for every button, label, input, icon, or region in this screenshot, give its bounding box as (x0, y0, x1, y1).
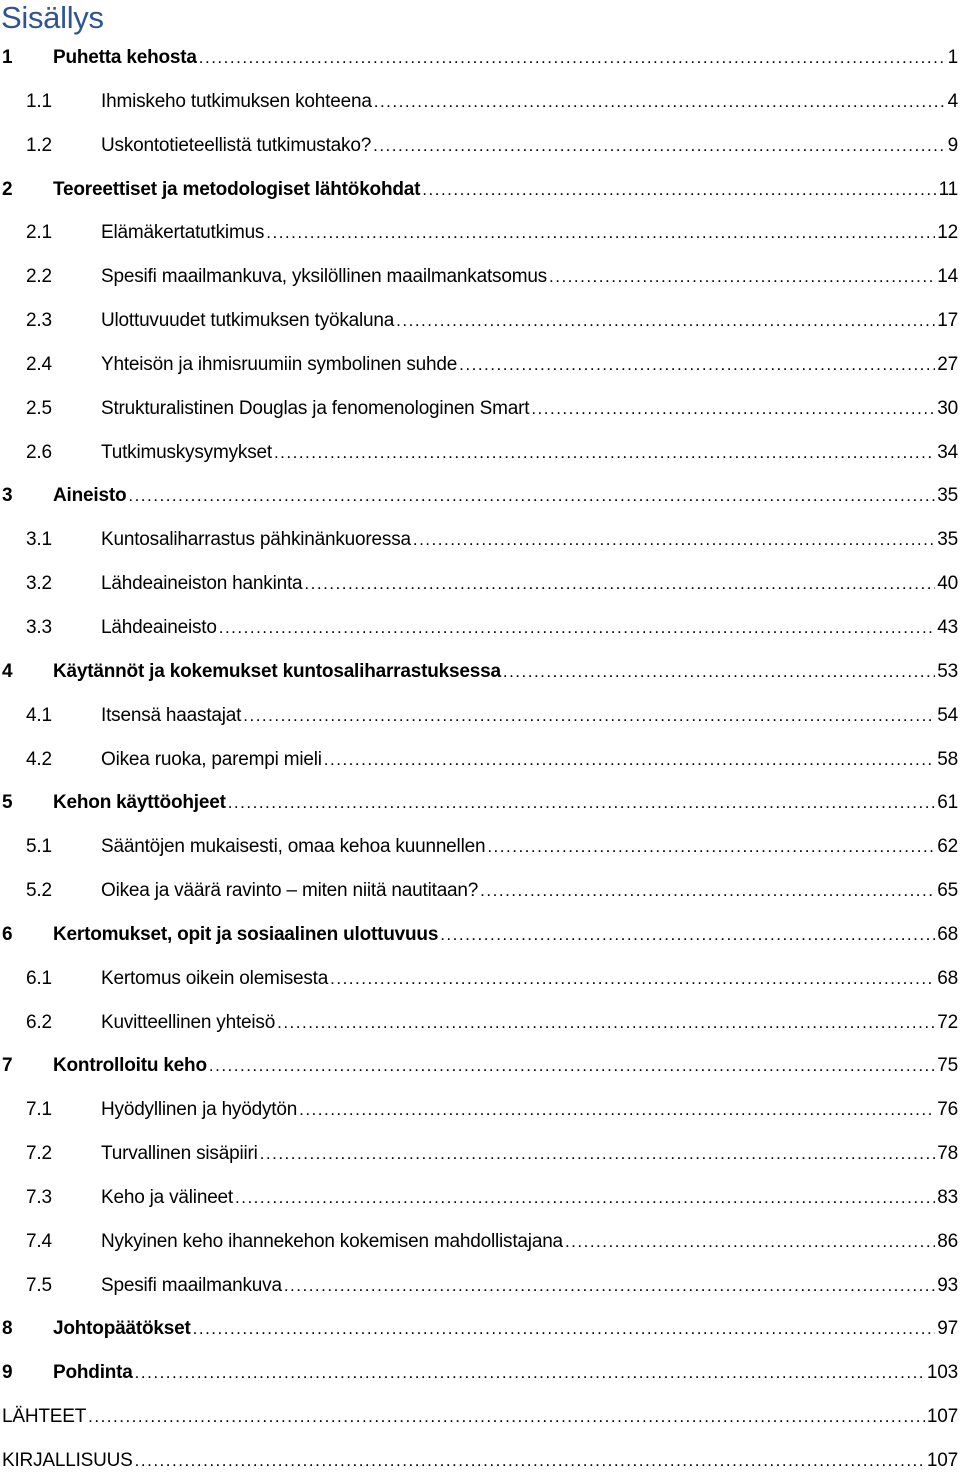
toc-entry-number: 4 (2, 660, 13, 682)
toc-entry[interactable] (0, 694, 958, 738)
toc-entry-page: 4 (947, 90, 958, 112)
toc-entry-page: 68 (937, 923, 958, 945)
toc-entry-number: 3.1 (26, 529, 52, 551)
toc-entry-title: LÄHTEET (2, 1406, 87, 1428)
toc-entry-title: Uskontotieteellistä tutkimustako? (101, 134, 372, 156)
toc-dot-leader (396, 299, 935, 343)
toc-dot-leader (135, 1351, 925, 1395)
toc-entry-title: Hyödyllinen ja hyödytön (101, 1099, 298, 1121)
toc-entry-title: Itsensä haastajat (101, 704, 242, 726)
toc-entry[interactable] (0, 1351, 958, 1395)
toc-entry[interactable] (0, 431, 958, 475)
toc-dot-leader (304, 562, 935, 606)
toc-dot-leader (373, 124, 946, 168)
toc-entry-number: 1 (2, 47, 13, 68)
toc-entry-number: 7.1 (26, 1099, 52, 1121)
toc-dot-leader (330, 957, 935, 1001)
toc-entry-number: 3.2 (26, 573, 52, 595)
toc-dot-leader (135, 1439, 925, 1483)
toc-dot-leader (274, 431, 935, 475)
toc-entry[interactable] (0, 957, 958, 1001)
toc-entry-title: Turvallinen sisäpiiri (101, 1143, 258, 1165)
toc-entry[interactable] (0, 562, 958, 606)
toc-entry-title: Nykyinen keho ihannekehon kokemisen mahdollistajana (101, 1230, 563, 1252)
toc-entry[interactable] (0, 299, 958, 343)
toc-entry[interactable] (0, 474, 958, 518)
toc-entry-title: Strukturalistinen Douglas ja fenomenologinen Smart (101, 397, 530, 419)
toc-dot-leader (228, 781, 936, 825)
toc-entry[interactable] (0, 738, 958, 782)
toc-entry[interactable] (0, 518, 958, 562)
toc-entry[interactable] (0, 781, 958, 825)
toc-entry-page: 78 (937, 1143, 958, 1165)
toc-entry[interactable] (0, 80, 958, 124)
toc-entry-number: 6 (2, 923, 13, 945)
table-of-contents (0, 36, 958, 1483)
toc-entry-page: 107 (926, 1450, 958, 1471)
toc-entry-title: Keho ja välineet (101, 1186, 234, 1208)
toc-entry[interactable] (0, 1044, 958, 1088)
toc-entry-page: 103 (926, 1362, 958, 1384)
toc-dot-leader (193, 1307, 936, 1351)
toc-entry-page: 1 (947, 47, 958, 68)
toc-entry[interactable] (0, 913, 958, 957)
toc-entry-title: Aineisto (53, 485, 127, 507)
toc-entry-number: 2.1 (26, 222, 52, 244)
toc-entry-title: Tutkimuskysymykset (101, 441, 272, 463)
toc-dot-leader (266, 211, 935, 255)
toc-entry-title: Oikea ruoka, parempi mieli (101, 748, 322, 770)
toc-entry-page: 72 (937, 1011, 958, 1033)
toc-entry-page: 86 (937, 1230, 958, 1252)
toc-entry[interactable] (0, 168, 958, 212)
toc-dot-leader (459, 343, 935, 387)
toc-entry-number: 2.5 (26, 397, 52, 419)
toc-dot-leader (413, 518, 935, 562)
toc-dot-leader (88, 1395, 925, 1439)
toc-entry[interactable] (0, 387, 958, 431)
toc-entry-number: 7.5 (26, 1274, 52, 1296)
toc-entry-number: 5 (2, 792, 13, 814)
toc-entry-title: Pohdinta (53, 1362, 133, 1384)
page-title: Sisällys (1, 0, 104, 35)
toc-dot-leader (487, 825, 935, 869)
toc-entry-page: 93 (937, 1274, 958, 1296)
toc-entry-page: 9 (947, 134, 958, 156)
toc-entry-number: 7 (2, 1055, 13, 1077)
toc-dot-leader (277, 1001, 935, 1045)
toc-dot-leader (549, 255, 935, 299)
toc-entry-page: 43 (937, 616, 958, 638)
toc-entry-page: 54 (937, 704, 958, 726)
toc-entry[interactable] (0, 1264, 958, 1308)
toc-entry[interactable] (0, 124, 958, 168)
toc-entry[interactable] (0, 869, 958, 913)
toc-entry-number: 2.6 (26, 441, 52, 463)
toc-dot-leader (422, 168, 936, 212)
toc-entry[interactable] (0, 1439, 958, 1483)
toc-dot-leader (299, 1088, 935, 1132)
toc-entry-number: 5.1 (26, 836, 52, 858)
toc-dot-leader (235, 1176, 935, 1220)
toc-entry-number: 6.1 (26, 967, 52, 989)
toc-entry-number: 5.2 (26, 880, 52, 902)
toc-entry-title: Kertomus oikein olemisesta (101, 967, 329, 989)
toc-entry-page: 65 (937, 880, 958, 902)
toc-entry-page: 17 (937, 310, 958, 332)
toc-dot-leader (440, 913, 935, 957)
toc-entry-page: 35 (937, 529, 958, 551)
toc-entry[interactable] (0, 1220, 958, 1264)
toc-entry-number: 2 (2, 178, 13, 200)
toc-entry-page: 107 (926, 1406, 958, 1428)
toc-entry-number: 3.3 (26, 616, 52, 638)
toc-dot-leader (199, 36, 946, 80)
toc-entry-title: Lähdeaineisto (101, 616, 217, 638)
toc-entry[interactable] (0, 650, 958, 694)
toc-entry-number: 7.3 (26, 1186, 52, 1208)
toc-entry-title: Johtopäätökset (53, 1318, 191, 1340)
toc-entry-title: Kertomukset, opit ja sosiaalinen ulottuvuus (53, 923, 439, 945)
toc-entry[interactable] (0, 1176, 958, 1220)
toc-entry[interactable] (0, 1132, 958, 1176)
toc-entry-page: 35 (937, 485, 958, 507)
toc-entry-page: 83 (937, 1186, 958, 1208)
toc-entry-title: Teoreettiset ja metodologiset lähtökohdat (53, 178, 421, 200)
toc-entry-title: Lähdeaineiston hankinta (101, 573, 303, 595)
toc-dot-leader (209, 1044, 935, 1088)
toc-entry[interactable] (0, 36, 958, 80)
toc-entry-title: KIRJALLISUUS (2, 1450, 133, 1471)
toc-dot-leader (531, 387, 935, 431)
toc-entry-page: 34 (937, 441, 958, 463)
toc-entry-page: 11 (938, 178, 958, 200)
toc-entry-number: 8 (2, 1318, 13, 1340)
toc-dot-leader (374, 80, 946, 124)
toc-entry-number: 6.2 (26, 1011, 52, 1033)
toc-entry-page: 76 (937, 1099, 958, 1121)
toc-entry-page: 12 (937, 222, 958, 244)
toc-entry-title: Puhetta kehosta (53, 47, 197, 68)
toc-entry-page: 68 (937, 967, 958, 989)
toc-entry[interactable] (0, 255, 958, 299)
toc-dot-leader (503, 650, 935, 694)
toc-entry-page: 27 (937, 353, 958, 375)
toc-entry-title: Sääntöjen mukaisesti, omaa kehoa kuunnellen (101, 836, 486, 858)
toc-entry-page: 62 (937, 836, 958, 858)
toc-entry-number: 4.1 (26, 704, 52, 726)
toc-dot-leader (243, 694, 935, 738)
toc-entry[interactable] (0, 606, 958, 650)
toc-dot-leader (128, 474, 935, 518)
toc-dot-leader (260, 1132, 936, 1176)
toc-dot-leader (565, 1220, 935, 1264)
toc-entry-number: 7.4 (26, 1230, 52, 1252)
toc-entry-page: 40 (937, 573, 958, 595)
toc-entry-title: Kuvitteellinen yhteisö (101, 1011, 276, 1033)
toc-entry[interactable] (0, 1307, 958, 1351)
toc-entry-number: 2.2 (26, 266, 52, 288)
toc-entry[interactable] (0, 1088, 958, 1132)
toc-entry-page: 14 (937, 266, 958, 288)
toc-entry[interactable] (0, 825, 958, 869)
toc-entry-number: 4.2 (26, 748, 52, 770)
toc-entry[interactable] (0, 343, 958, 387)
toc-entry-title: Kehon käyttöohjeet (53, 792, 226, 814)
toc-entry-title: Yhteisön ja ihmisruumiin symbolinen suhde (101, 353, 458, 375)
toc-entry-page: 97 (937, 1318, 958, 1340)
toc-entry-page: 75 (937, 1055, 958, 1077)
toc-entry-page: 61 (937, 792, 958, 814)
toc-entry-number: 1.1 (26, 90, 52, 112)
toc-entry[interactable] (0, 211, 958, 255)
toc-entry-title: Ihmiskeho tutkimuksen kohteena (101, 90, 372, 112)
toc-entry-title: Ulottuvuudet tutkimuksen työkaluna (101, 310, 395, 332)
toc-entry-title: Spesifi maailmankuva, yksilöllinen maailmankatsomus (101, 266, 547, 288)
toc-entry-page: 30 (937, 397, 958, 419)
toc-entry-number: 2.3 (26, 310, 52, 332)
toc-dot-leader (284, 1264, 935, 1308)
toc-entry-number: 7.2 (26, 1143, 52, 1165)
toc-dot-leader (480, 869, 935, 913)
toc-entry-title: Elämäkertatutkimus (101, 222, 265, 244)
toc-entry-number: 3 (2, 485, 13, 507)
toc-dot-leader (324, 738, 935, 782)
toc-entry-title: Kontrolloitu keho (53, 1055, 207, 1077)
toc-entry-page: 53 (937, 660, 958, 682)
toc-entry-page: 58 (937, 748, 958, 770)
toc-entry-title: Kuntosaliharrastus pähkinänkuoressa (101, 529, 411, 551)
toc-entry-title: Käytännöt ja kokemukset kuntosaliharrastuksessa (53, 660, 501, 682)
toc-entry-title: Spesifi maailmankuva (101, 1274, 282, 1296)
toc-entry-number: 9 (2, 1362, 13, 1384)
toc-entry-number: 2.4 (26, 353, 52, 375)
toc-entry-number: 1.2 (26, 134, 52, 156)
toc-entry[interactable] (0, 1001, 958, 1045)
toc-entry[interactable] (0, 1395, 958, 1439)
toc-entry-title: Oikea ja väärä ravinto – miten niitä nautitaan? (101, 880, 479, 902)
toc-dot-leader (219, 606, 936, 650)
